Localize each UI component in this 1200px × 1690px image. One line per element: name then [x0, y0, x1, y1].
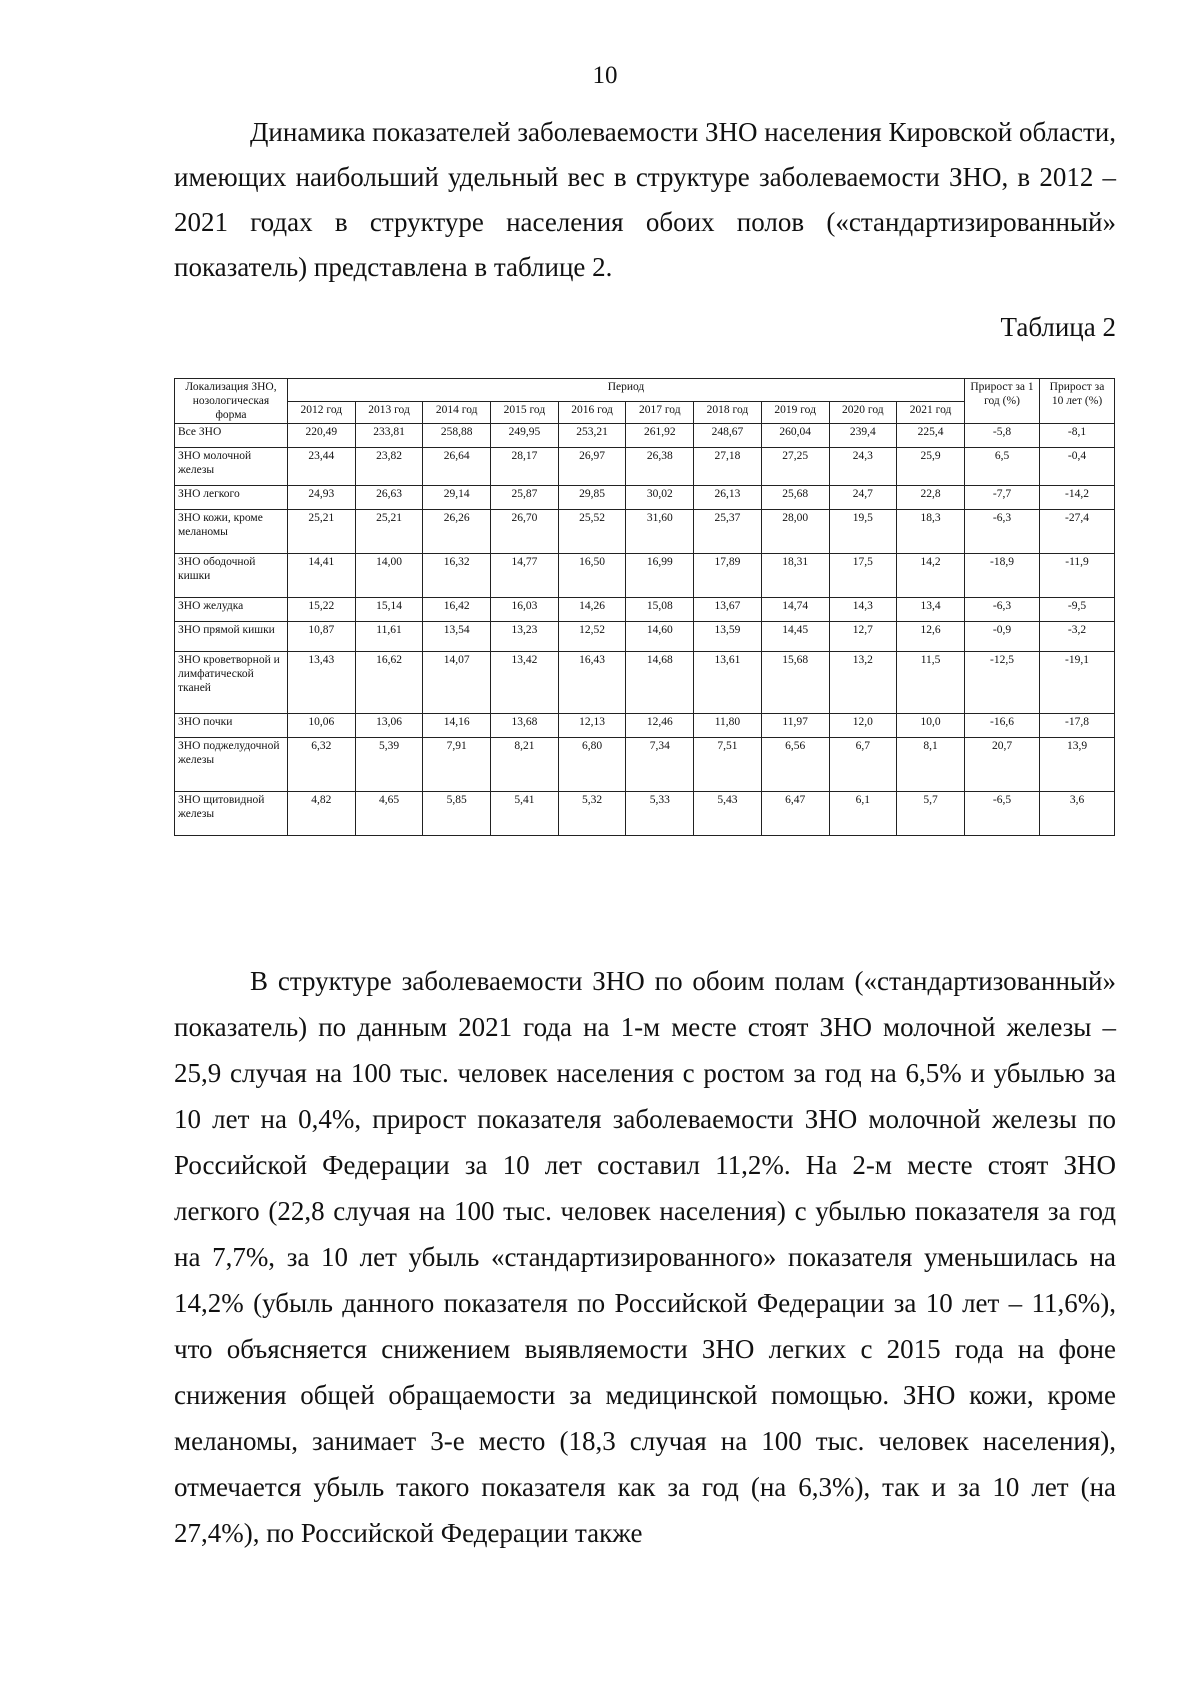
table-cell: 25,21 [355, 510, 423, 554]
table-cell: 16,99 [626, 554, 694, 598]
table-cell: 19,5 [829, 510, 897, 554]
table-cell: 16,03 [491, 598, 559, 622]
table-cell: 10,0 [897, 714, 965, 738]
table-cell: 8,21 [491, 738, 559, 792]
table-cell: 22,8 [897, 486, 965, 510]
table-cell: 7,51 [694, 738, 762, 792]
table-cell: 253,21 [558, 424, 626, 448]
table-cell: 6,47 [761, 792, 829, 836]
table-cell: 13,59 [694, 622, 762, 652]
table-cell: 14,2 [897, 554, 965, 598]
growth-1y-cell: -6,3 [965, 510, 1040, 554]
table-body [175, 424, 1115, 836]
table-cell: 11,97 [761, 714, 829, 738]
header-location: Локализация ЗНО, нозологическая форма [175, 379, 288, 424]
table-cell: 26,63 [355, 486, 423, 510]
growth-1y-cell: -18,9 [965, 554, 1040, 598]
table-cell: 25,21 [288, 510, 356, 554]
table-cell: 24,3 [829, 448, 897, 486]
table-cell: 13,06 [355, 714, 423, 738]
table-cell: 23,82 [355, 448, 423, 486]
table-cell: 25,52 [558, 510, 626, 554]
header-year: 2021 год [897, 401, 965, 424]
table-cell: 17,5 [829, 554, 897, 598]
table-cell: 5,85 [423, 792, 491, 836]
table-cell: 239,4 [829, 424, 897, 448]
row-label: ЗНО ободочной кишки [175, 554, 288, 598]
row-label: ЗНО кроветворной и лимфатической тканей [175, 652, 288, 714]
table-cell: 13,43 [288, 652, 356, 714]
header-year: 2012 год [288, 401, 356, 424]
table-cell: 27,25 [761, 448, 829, 486]
table-cell: 261,92 [626, 424, 694, 448]
header-year: 2020 год [829, 401, 897, 424]
table-row [175, 486, 1115, 510]
growth-1y-cell: -0,9 [965, 622, 1040, 652]
table-cell: 7,34 [626, 738, 694, 792]
table-cell: 13,54 [423, 622, 491, 652]
table-cell: 16,32 [423, 554, 491, 598]
table-cell: 12,6 [897, 622, 965, 652]
table-cell: 14,3 [829, 598, 897, 622]
table-cell: 10,06 [288, 714, 356, 738]
table-cell: 26,38 [626, 448, 694, 486]
growth-10y-cell: -27,4 [1040, 510, 1115, 554]
table-cell: 28,00 [761, 510, 829, 554]
header-year: 2016 год [558, 401, 626, 424]
table-cell: 5,39 [355, 738, 423, 792]
growth-10y-cell: -17,8 [1040, 714, 1115, 738]
table-cell: 12,7 [829, 622, 897, 652]
table-row [175, 714, 1115, 738]
growth-10y-cell: -0,4 [1040, 448, 1115, 486]
table-cell: 11,80 [694, 714, 762, 738]
table-cell: 12,52 [558, 622, 626, 652]
intro-paragraph: Динамика показателей заболеваемости ЗНО населения Кировской области, имеющих наибольший удельный вес в структуре заболеваемости ЗНО, в 2012 – 2021 годах в структуре населения обоих полов («стандартизированный» показатель) представлена в таблице 2. [174, 117, 1116, 282]
table-cell: 31,60 [626, 510, 694, 554]
table-cell: 6,80 [558, 738, 626, 792]
row-label: ЗНО щитовидной железы [175, 792, 288, 836]
growth-10y-cell: -11,9 [1040, 554, 1115, 598]
row-label: Все ЗНО [175, 424, 288, 448]
table-cell: 4,65 [355, 792, 423, 836]
table-cell: 14,07 [423, 652, 491, 714]
header-period: Период [288, 379, 965, 402]
header-growth-10y: Прирост за 10 лет (%) [1040, 379, 1115, 424]
table-cell: 25,68 [761, 486, 829, 510]
table-cell: 10,87 [288, 622, 356, 652]
table-row [175, 652, 1115, 714]
table-cell: 30,02 [626, 486, 694, 510]
header-year: 2018 год [694, 401, 762, 424]
table-cell: 260,04 [761, 424, 829, 448]
table-cell: 14,74 [761, 598, 829, 622]
table-row [175, 598, 1115, 622]
table-cell: 12,13 [558, 714, 626, 738]
table-cell: 14,16 [423, 714, 491, 738]
growth-10y-cell: -14,2 [1040, 486, 1115, 510]
table-cell: 6,1 [829, 792, 897, 836]
growth-1y-cell: 6,5 [965, 448, 1040, 486]
header-year: 2019 год [761, 401, 829, 424]
table-cell: 15,14 [355, 598, 423, 622]
table-cell: 5,43 [694, 792, 762, 836]
table-cell: 13,68 [491, 714, 559, 738]
growth-10y-cell: 3,6 [1040, 792, 1115, 836]
header-year: 2014 год [423, 401, 491, 424]
table-cell: 25,37 [694, 510, 762, 554]
table-cell: 14,68 [626, 652, 694, 714]
table-cell: 24,7 [829, 486, 897, 510]
table-cell: 233,81 [355, 424, 423, 448]
table-header-row [175, 379, 1115, 402]
table-cell: 27,18 [694, 448, 762, 486]
table-row [175, 510, 1115, 554]
growth-10y-cell: -9,5 [1040, 598, 1115, 622]
growth-10y-cell: -3,2 [1040, 622, 1115, 652]
table-cell: 11,5 [897, 652, 965, 714]
growth-1y-cell: -6,5 [965, 792, 1040, 836]
growth-1y-cell: -12,5 [965, 652, 1040, 714]
row-label: ЗНО желудка [175, 598, 288, 622]
table-cell: 26,13 [694, 486, 762, 510]
table-cell: 28,17 [491, 448, 559, 486]
row-label: ЗНО прямой кишки [175, 622, 288, 652]
table-cell: 13,2 [829, 652, 897, 714]
table-cell: 5,7 [897, 792, 965, 836]
table-cell: 5,41 [491, 792, 559, 836]
growth-1y-cell: -6,3 [965, 598, 1040, 622]
table-cell: 26,64 [423, 448, 491, 486]
table-cell: 12,46 [626, 714, 694, 738]
header-year: 2017 год [626, 401, 694, 424]
growth-10y-cell: -8,1 [1040, 424, 1115, 448]
growth-10y-cell: -19,1 [1040, 652, 1115, 714]
table-cell: 16,42 [423, 598, 491, 622]
table-cell: 15,08 [626, 598, 694, 622]
table-cell: 23,44 [288, 448, 356, 486]
table-cell: 14,60 [626, 622, 694, 652]
table-row [175, 554, 1115, 598]
table-cell: 17,89 [694, 554, 762, 598]
table-cell: 12,0 [829, 714, 897, 738]
table-cell: 220,49 [288, 424, 356, 448]
table-cell: 24,93 [288, 486, 356, 510]
table-row [175, 738, 1115, 792]
table-cell: 8,1 [897, 738, 965, 792]
table-cell: 6,7 [829, 738, 897, 792]
table-cell: 25,87 [491, 486, 559, 510]
row-label: ЗНО поджелудочной железы [175, 738, 288, 792]
row-label: ЗНО молочной железы [175, 448, 288, 486]
growth-1y-cell: -5,8 [965, 424, 1040, 448]
table-cell: 25,9 [897, 448, 965, 486]
table-cell: 6,32 [288, 738, 356, 792]
table-cell: 13,23 [491, 622, 559, 652]
row-label: ЗНО почки [175, 714, 288, 738]
table-cell: 249,95 [491, 424, 559, 448]
table-cell: 26,26 [423, 510, 491, 554]
row-label: ЗНО кожи, кроме меланомы [175, 510, 288, 554]
table-cell: 14,26 [558, 598, 626, 622]
table-cell: 16,50 [558, 554, 626, 598]
table-cell: 26,97 [558, 448, 626, 486]
table-row [175, 622, 1115, 652]
table-cell: 225,4 [897, 424, 965, 448]
growth-1y-cell: -7,7 [965, 486, 1040, 510]
table-label: Таблица 2 [1000, 312, 1116, 342]
header-growth-1y: Прирост за 1 год (%) [965, 379, 1040, 424]
table-cell: 6,56 [761, 738, 829, 792]
growth-10y-cell: 13,9 [1040, 738, 1115, 792]
table-cell: 5,32 [558, 792, 626, 836]
table-cell: 258,88 [423, 424, 491, 448]
table-cell: 14,41 [288, 554, 356, 598]
table-cell: 14,77 [491, 554, 559, 598]
table-cell: 14,00 [355, 554, 423, 598]
header-year: 2013 год [355, 401, 423, 424]
table-cell: 16,62 [355, 652, 423, 714]
table-cell: 18,31 [761, 554, 829, 598]
table-cell: 13,67 [694, 598, 762, 622]
table-cell: 26,70 [491, 510, 559, 554]
table-cell: 7,91 [423, 738, 491, 792]
header-year: 2015 год [491, 401, 559, 424]
table-row [175, 424, 1115, 448]
body-paragraph: В структуре заболеваемости ЗНО по обоим полам («стандартизованный» показатель) по данным 2021 года на 1-м месте стоят ЗНО молочной железы – 25,9 случая на 100 тыс. человек населения с ростом за год на 6,5% и убылью за 10 лет на 0,4%, прирост показателя заболеваемости ЗНО молочной железы по Российской Федерации за 10 лет составил 11,2%. На 2-м месте стоят ЗНО легкого (22,8 случая на 100 тыс. человек населения) с убылью показателя за год на 7,7%, за 10 лет убыль «стандартизированного» показателя уменьшилась на 14,2% (убыль данного показателя по Российской Федерации за 10 лет – 11,6%), что объясняется снижением выявляемости ЗНО легких с 2015 года на фоне снижения общей обращаемости за медицинской помощью. ЗНО кожи, кроме меланомы, занимает 3-е место (18,3 случая на 100 тыс. человек населения), отмечается убыль такого показателя как за год (на 6,3%), так и за 10 лет (на 27,4%), по Российской Федерации также [174, 966, 1116, 1548]
table-cell: 15,22 [288, 598, 356, 622]
incidence-table [174, 378, 1115, 836]
table-cell: 13,42 [491, 652, 559, 714]
table-cell: 5,33 [626, 792, 694, 836]
table-cell: 29,85 [558, 486, 626, 510]
table-cell: 13,4 [897, 598, 965, 622]
page-number: 10 [592, 62, 618, 89]
table-cell: 4,82 [288, 792, 356, 836]
growth-1y-cell: -16,6 [965, 714, 1040, 738]
table-cell: 18,3 [897, 510, 965, 554]
table-row [175, 792, 1115, 836]
table-cell: 11,61 [355, 622, 423, 652]
table-cell: 15,68 [761, 652, 829, 714]
table-cell: 16,43 [558, 652, 626, 714]
table-cell: 29,14 [423, 486, 491, 510]
table-row [175, 448, 1115, 486]
growth-1y-cell: 20,7 [965, 738, 1040, 792]
table-cell: 248,67 [694, 424, 762, 448]
table-cell: 13,61 [694, 652, 762, 714]
table-cell: 14,45 [761, 622, 829, 652]
row-label: ЗНО легкого [175, 486, 288, 510]
